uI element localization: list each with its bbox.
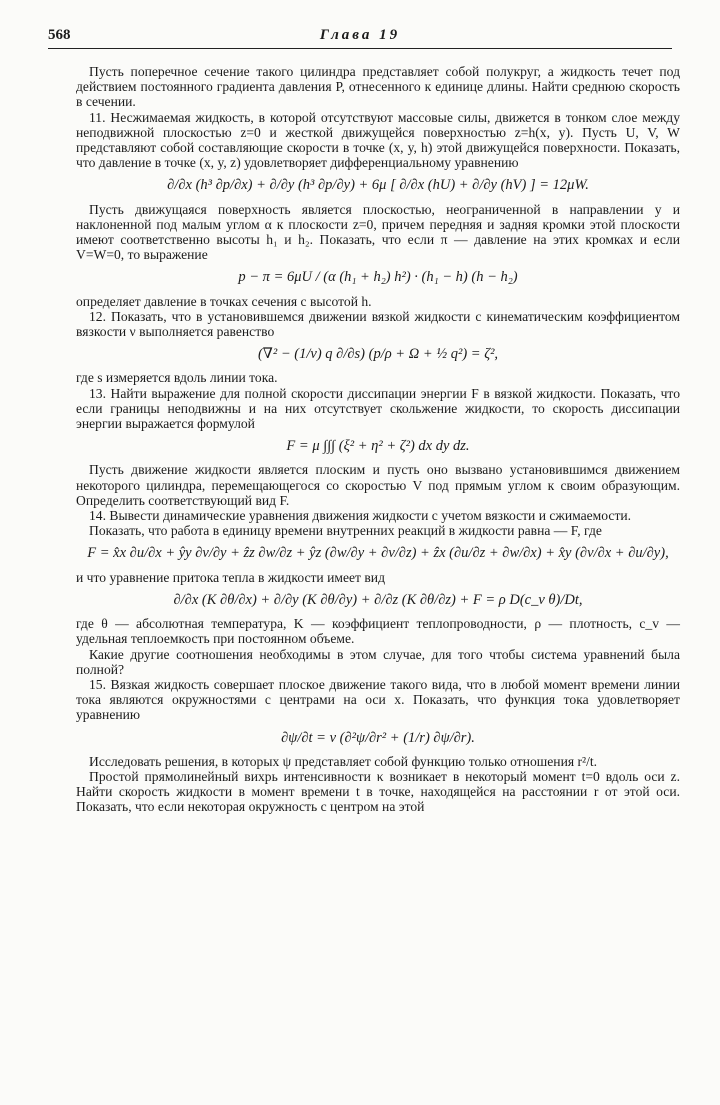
paragraph-p2: 11. Несжимаемая жидкость, в которой отсутствуют массовые силы, движется в тонком слое между неподвижной плоскостью z=0 и жесткой движущейся поверхностью z=h(x, y). Пусть U, V, W представляют собой составляющие скорости в точке (x, y, h) этой движущейся поверхности. Показать, что давление в точке (x, y, z) удовлетворяет дифференциальному уравнению xyxy=(76,109,680,171)
equation-work-rate: F = x̂x ∂u/∂x + ŷy ∂v/∂y + ẑz ∂w/∂z + ŷz (∂w/∂y + ∂v/∂z) + ẑx (∂u/∂z + ∂w/∂x) + x̂y (∂v/∂x + ∂u/∂y), xyxy=(87,546,669,562)
paragraph-p5: 12. Показать, что в установившемся движении вязкой жидкости с кинематическим коэффициентом вязкости ν выполняется равенство xyxy=(76,308,680,340)
paragraph-p16: Простой прямолинейный вихрь интенсивности κ возникает в некоторый момент t=0 вдоль оси z. Найти скорость жидкости в момент времени t в точке, находящейся на расстоянии r от этой оси. Показать, что если некоторая окружность с центром на этой xyxy=(76,768,680,815)
paragraph-p1: Пусть поперечное сечение такого цилиндра представляет собой полукруг, а жидкость течет под действием постоянного градиента давления P, отнесенного к единице длины. Найти среднюю скорость в сечении. xyxy=(76,64,680,110)
paragraph-p12: где θ — абсолютная температура, K — коэффициент теплопроводности, ρ — плотность, c_v — удельная теплоемкость при постоянном объеме. xyxy=(76,616,680,647)
chapter-title: Глава 19 xyxy=(319,27,401,43)
paragraph-p6: где s измеряется вдоль линии тока. xyxy=(76,370,278,386)
paragraph-p4: определяет давление в точках сечения с высотой h. xyxy=(76,293,372,309)
page-body xyxy=(76,64,680,815)
equation-stream-function: ∂ψ/∂t = ν (∂²ψ/∂r² + (1/r) ∂ψ/∂r). xyxy=(281,730,475,746)
paragraph-p13: Какие другие соотношения необходимы в этом случае, для того чтобы система уравнений была полной? xyxy=(76,646,680,677)
equation-reynolds: ∂/∂x (h³ ∂p/∂x) + ∂/∂y (h³ ∂p/∂y) + 6μ [ ∂/∂x (hU) + ∂/∂y (hV) ] = 12μW. xyxy=(167,178,589,194)
paragraph-p3: Пусть движущаяся поверхность является плоскостью, неограниченной в направлении y и наклоненной под малым углом α к плоскости z=0, причем передняя и задняя кромки этой плоскости имеют соответственно высоты h₁ и h₂. Показать, что если π — давление на этих кромках и если V=W=0, то выражение xyxy=(76,201,680,263)
paragraph-p11: и что уравнение притока тепла в жидкости имеет вид xyxy=(76,569,385,585)
equation-heat: ∂/∂x (K ∂θ/∂x) + ∂/∂y (K ∂θ/∂y) + ∂/∂z (K ∂θ/∂z) + F = ρ D(c_v θ)/Dt, xyxy=(173,592,583,608)
paragraph-p10: Показать, что работа в единицу времени внутренних реакций в жидкости равна — F, где xyxy=(89,523,602,539)
equation-pressure: p − π = 6μU / (α (h₁ + h₂) h²) · (h₁ − h) (h − h₂) xyxy=(238,270,518,286)
paragraph-p9: 14. Вывести динамические уравнения движения жидкости с учетом вязкости и сжимаемости. xyxy=(89,508,632,524)
paragraph-p7: 13. Найти выражение для полной скорости диссипации энергии F в вязкой жидкости. Показать, что если границы неподвижны и на них отсутствует скольжение жидкости, то скорость диссипации энергии выражается формулой xyxy=(76,385,680,432)
paragraph-p8: Пусть движение жидкости является плоским и пусть оно вызвано установившимся движением некоторого цилиндра, перемещающегося со скоростью V под прямым углом к своим образующим. Определить соответствующий вид F. xyxy=(76,462,680,508)
paragraph-p15: Исследовать решения, в которых ψ представляет собой функцию только отношения r²/t. xyxy=(89,753,598,769)
equation-dissipation: F = μ ∫∫∫ (ξ² + η² + ζ²) dx dy dz. xyxy=(286,439,470,455)
paragraph-p14: 15. Вязкая жидкость совершает плоское движение такого вида, что в любой момент времени линии тока являются окружностями с центрами на оси x. Показать, что функция тока удовлетворяет уравнению xyxy=(76,676,680,723)
page-number: 568 xyxy=(48,27,71,43)
running-header xyxy=(48,22,672,49)
equation-vorticity: (∇² − (1/ν) q ∂/∂s) (p/ρ + Ω + ½ q²) = ζ², xyxy=(257,347,499,363)
